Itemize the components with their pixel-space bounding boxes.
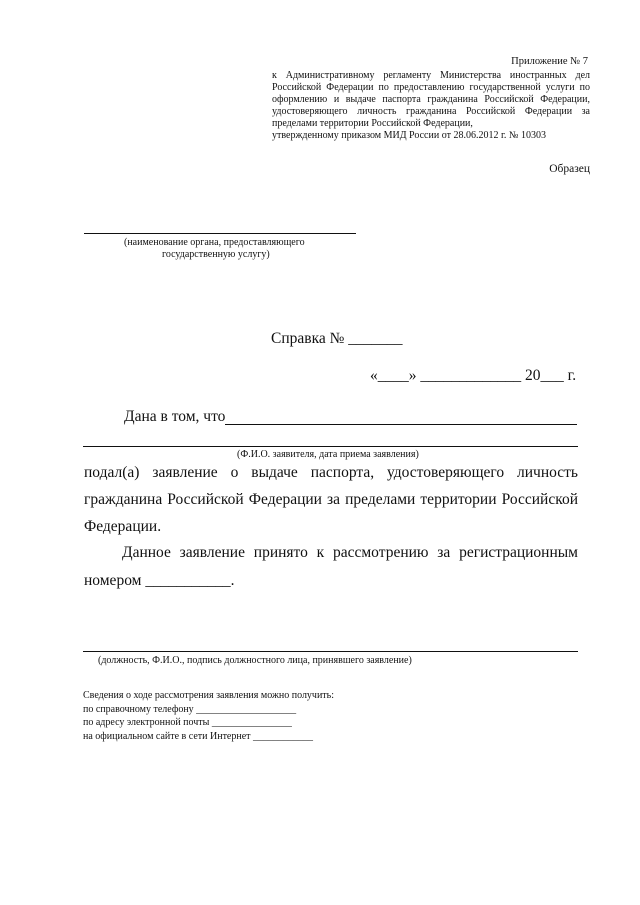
info-phone: по справочному телефону ____________________ bbox=[83, 703, 297, 715]
official-caption: (должность, Ф.И.О., подпись должностного лица, принявшего заявление) bbox=[98, 655, 412, 666]
organ-caption-1: (наименование органа, предоставляющего bbox=[124, 237, 305, 248]
info-heading: Сведения о ходе рассмотрения заявления можно получить: bbox=[83, 690, 335, 701]
appendix-text bbox=[272, 70, 590, 142]
official-signature-line bbox=[83, 651, 578, 652]
info-email: по адресу электронной почты ________________ bbox=[83, 717, 292, 728]
organ-name-line bbox=[84, 233, 356, 234]
paragraph-1-line-2: гражданина Российской Федерации за пределами территории Российской bbox=[84, 491, 578, 508]
appendix-line-5: пределами территории Российской Федерации, bbox=[272, 118, 473, 129]
appendix-approved: утвержденному приказом МИД России от 28.06.2012 г. № 10303 bbox=[272, 130, 546, 141]
fio-caption: (Ф.И.О. заявителя, дата приема заявления) bbox=[237, 449, 419, 460]
second-paragraph bbox=[84, 539, 578, 595]
sample-label: Образец bbox=[549, 163, 590, 175]
info-website: на официальном сайте в сети Интернет ____________ bbox=[83, 730, 314, 742]
paragraph-1-line-1: подал(а) заявление о выдаче паспорта, удостоверяющего личность bbox=[84, 464, 578, 481]
certificate-title: Справка № _______ bbox=[271, 330, 403, 347]
paragraph-2-line-2: номером ___________. bbox=[84, 572, 235, 589]
main-paragraph bbox=[84, 459, 578, 540]
organ-caption-2: государственную услугу) bbox=[162, 249, 270, 260]
appendix-title: Приложение № 7 bbox=[511, 56, 588, 67]
info-block bbox=[83, 689, 334, 743]
paragraph-2-line-1: Данное заявление принято к рассмотрению за регистрационным bbox=[122, 544, 578, 561]
applicant-line bbox=[83, 446, 578, 447]
paragraph-1-line-3: Федерации. bbox=[84, 518, 162, 535]
appendix-line-3: оформлению и выдаче паспорта гражданина Российской Федерации, bbox=[272, 94, 590, 105]
issued-name-line bbox=[225, 424, 577, 425]
appendix-line-4: удостоверяющего личность гражданина Российской Федерации за bbox=[272, 106, 590, 117]
certificate-date-line: «____» _____________ 20___ г. bbox=[370, 367, 577, 384]
appendix-line-2: Российской Федерации по предоставлению государственной услуги по bbox=[272, 82, 590, 93]
issued-prefix: Дана в том, что bbox=[124, 408, 226, 425]
appendix-line-1: к Административному регламенту Министерства иностранных дел bbox=[272, 70, 590, 81]
